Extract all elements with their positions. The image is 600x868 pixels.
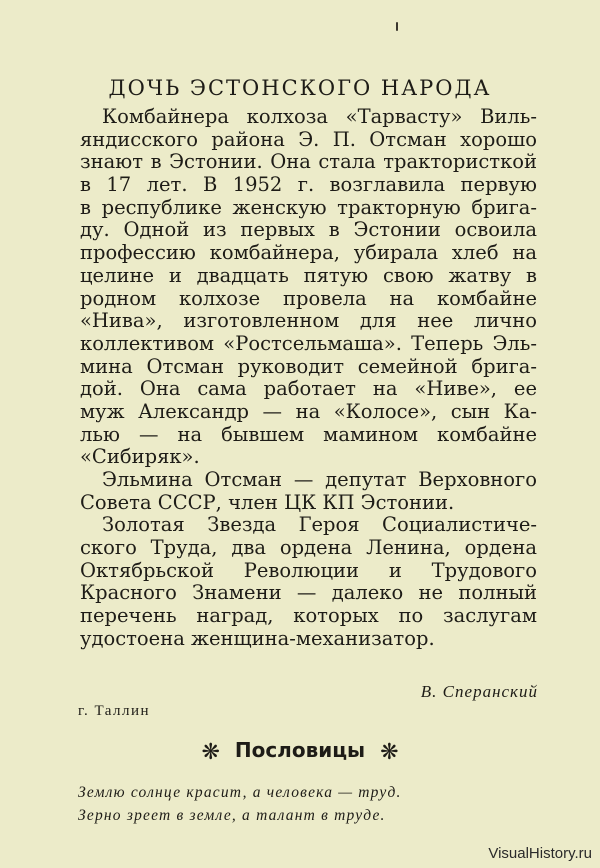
article-line: Красного Знамени — далеко не полный: [80, 582, 537, 605]
ornament-icon: ❋: [201, 740, 220, 765]
article-title: ДОЧЬ ЭСТОНСКОГО НАРОДА: [108, 76, 492, 100]
article-line: яндисского района Э. П. Отсман хорошо: [80, 128, 537, 151]
article-line: ду. Одной из первых в Эстонии освоила: [80, 219, 537, 242]
author-signature: В. Сперанский: [420, 682, 538, 701]
article-line: муж Александр — на «Колосе», сын Ка-: [80, 400, 537, 423]
article-line: «Нива», изготовленном для нее лично: [80, 310, 537, 333]
print-speck: [396, 22, 398, 31]
proverb: Землю солнце красит, а человека — труд.: [78, 784, 402, 801]
article-line: знают в Эстонии. Она стала трактористкой: [80, 151, 537, 174]
article-line: Октябрьской Революции и Трудового: [80, 559, 537, 582]
watermark: VisualHistory.ru: [488, 845, 592, 862]
ornament-icon: ❋: [380, 740, 399, 765]
article-line: Комбайнера колхоза «Тарвасту» Виль-: [102, 106, 537, 128]
article-line: «Сибиряк».: [80, 446, 200, 469]
article-line: перечень наград, которых по заслугам: [80, 605, 537, 628]
article-line: в 17 лет. В 1952 г. возглавила первую: [80, 174, 537, 197]
article-line: целине и двадцать пятую свою жатву в: [80, 264, 537, 287]
proverbs-heading-text: Пословицы: [234, 738, 366, 762]
article-line: родном колхозе провела на комбайне: [80, 287, 537, 310]
article-line: удостоена женщина-механизатор.: [80, 627, 435, 650]
article-line: Эльмина Отсман — депутат Верховного: [102, 469, 537, 491]
article-line: Золотая Звезда Героя Социалистиче-: [102, 514, 537, 537]
article-body: [80, 106, 537, 651]
proverb: Зерно зреет в земле, а талант в труде.: [78, 807, 386, 824]
article-line: мина Отсман руководит семейной брига-: [80, 355, 537, 378]
dateline-city: г. Таллин: [78, 703, 151, 719]
article-line: в республике женскую тракторную брига-: [80, 196, 537, 219]
article-line: профессию комбайнера, убирала хлеб на: [80, 242, 537, 265]
proverbs-heading: [0, 738, 600, 765]
article-line: лью — на бывшем мамином комбайне: [80, 423, 537, 446]
article-line: коллективом «Ростсельмаша». Теперь Эль-: [80, 332, 537, 355]
article-line: Совета СССР, член ЦК КП Эстонии.: [80, 491, 455, 514]
article-line: дой. Она сама работает на «Ниве», ее: [80, 378, 537, 401]
article-line: ского Труда, два ордена Ленина, ордена: [80, 537, 537, 560]
